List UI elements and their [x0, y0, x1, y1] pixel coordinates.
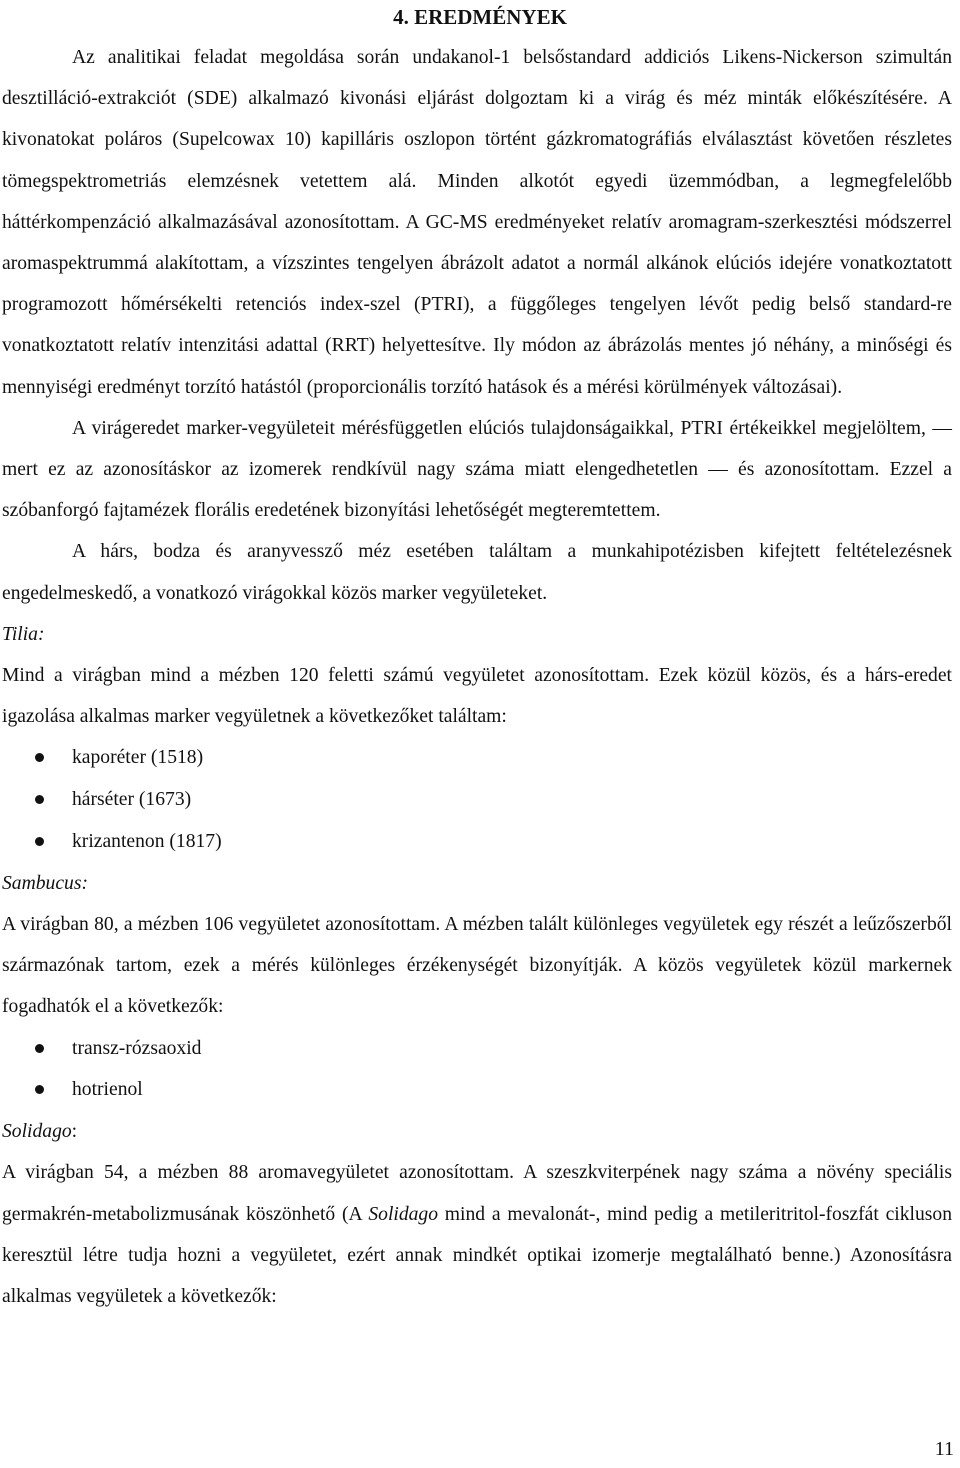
body-text — [2, 37, 952, 1317]
tilia-marker-list — [2, 737, 952, 862]
species-label-solidago — [2, 1111, 952, 1152]
solidago-text-end: mind a mevalonát-, mind pedig a metileritritol-foszfát cikluson keresztül létre tudja hozni a vegyületet, ezért annak mindkét optikai izomerje megtalálható benne.) Azonosításra alkalmas vegyületek a következők: — [2, 1203, 952, 1308]
solidago-paragraph — [2, 1152, 952, 1317]
paragraph-methods: Az analitikai feladat megoldása során undakanol-1 belsőstandard addiciós Likens-Nickerson szimultán desztilláció-extrakciót (SDE) alkalmazó kivonási eljárást dolgoztam ki a virág és méz minták előkészítésére. A kivonatokat poláros (Supelcowax 10) kapilláris oszlopon történt gázkromatográfiás elválasztást követően részletes tömegspektrometriás elemzésnek vetettem alá. Minden alkotót egyedi üzemmódban, a legmegfelelőbb háttérkompenzáció alkalmazásával azonosítottam. A GC-MS eredményeket relatív aromagram-szerkesztési módszerrel aromaspektrummá alakítottam, a vízszintes tengelyen ábrázolt adatot a normál alkánok elúciós idejére vonatkoztatott programozott hőmérsékelti retenciós index-szel (PTRI), a függőleges tengelyen lévőt pedig belső standard-re vonatkoztatott relatív intenzitási adattal (RRT) helyettesítve. Ily módon az ábrázolás mentes jó néhány, a minőségi és mennyiségi eredményt torzító hatástól (proporcionális torzító hatások és a mérési körülmények változásai). — [2, 47, 952, 398]
species-label-tilia: Tilia: — [2, 623, 45, 645]
sambucus-marker-list — [2, 1028, 952, 1112]
paragraph-hypothesis: A hárs, bodza és aranyvessző méz esetében találtam a munkahipotézisben kifejtett feltételezésnek engedelmeskedő, a vonatkozó virágokkal közös marker vegyületeket. — [2, 541, 952, 604]
species-name-inline: Solidago — [368, 1203, 439, 1225]
list-item: kaporéter (1518) — [2, 737, 952, 779]
species-label-sambucus: Sambucus: — [2, 872, 88, 894]
sambucus-paragraph: A virágban 80, a mézben 106 vegyületet azonosítottam. A mézben talált különleges vegyületek egy részét a leűzőszerből származónak tartom, ezek a mérés különleges érzékenységét bizonyítják. A közös vegyületek közül markernek fogadhatók el a következők: — [2, 914, 952, 1018]
paragraph-markers: A virágeredet marker-vegyületeit mérésfüggetlen elúciós tulajdonságaikkal, PTRI értékeikkel megjelöltem, — mert ez az azonosításkor az izomerek rendkívül nagy száma miatt elengedhetetlen — és azonosítottam. Ezzel a szóbanforgó fajtamézek florális eredetének bizonyítási lehetőségét megteremtettem. — [2, 417, 952, 522]
list-item: hotrienol — [2, 1069, 952, 1111]
list-item: hárséter (1673) — [2, 779, 952, 821]
page-number: 11 — [934, 1438, 954, 1460]
section-heading: 4. EREDMÉNYEK — [393, 5, 567, 29]
list-item: krizantenon (1817) — [2, 821, 952, 863]
tilia-paragraph: Mind a virágban mind a mézben 120 feletti számú vegyületet azonosítottam. Ezek közül közös, és a hárs-eredet igazolása alkalmas marker vegyületnek a következőket találtam: — [2, 665, 952, 728]
solidago-text-start: A virágban 54, a mézben 88 aromavegyületet azonosítottam. A szeszkviterpének nagy száma a növény speciális germakrén-metabolizmusának köszönhető (A — [2, 1162, 952, 1225]
species-name: Solidago — [2, 1121, 72, 1143]
label-colon: : — [71, 1121, 78, 1143]
list-item: transz-rózsaoxid — [2, 1028, 952, 1070]
